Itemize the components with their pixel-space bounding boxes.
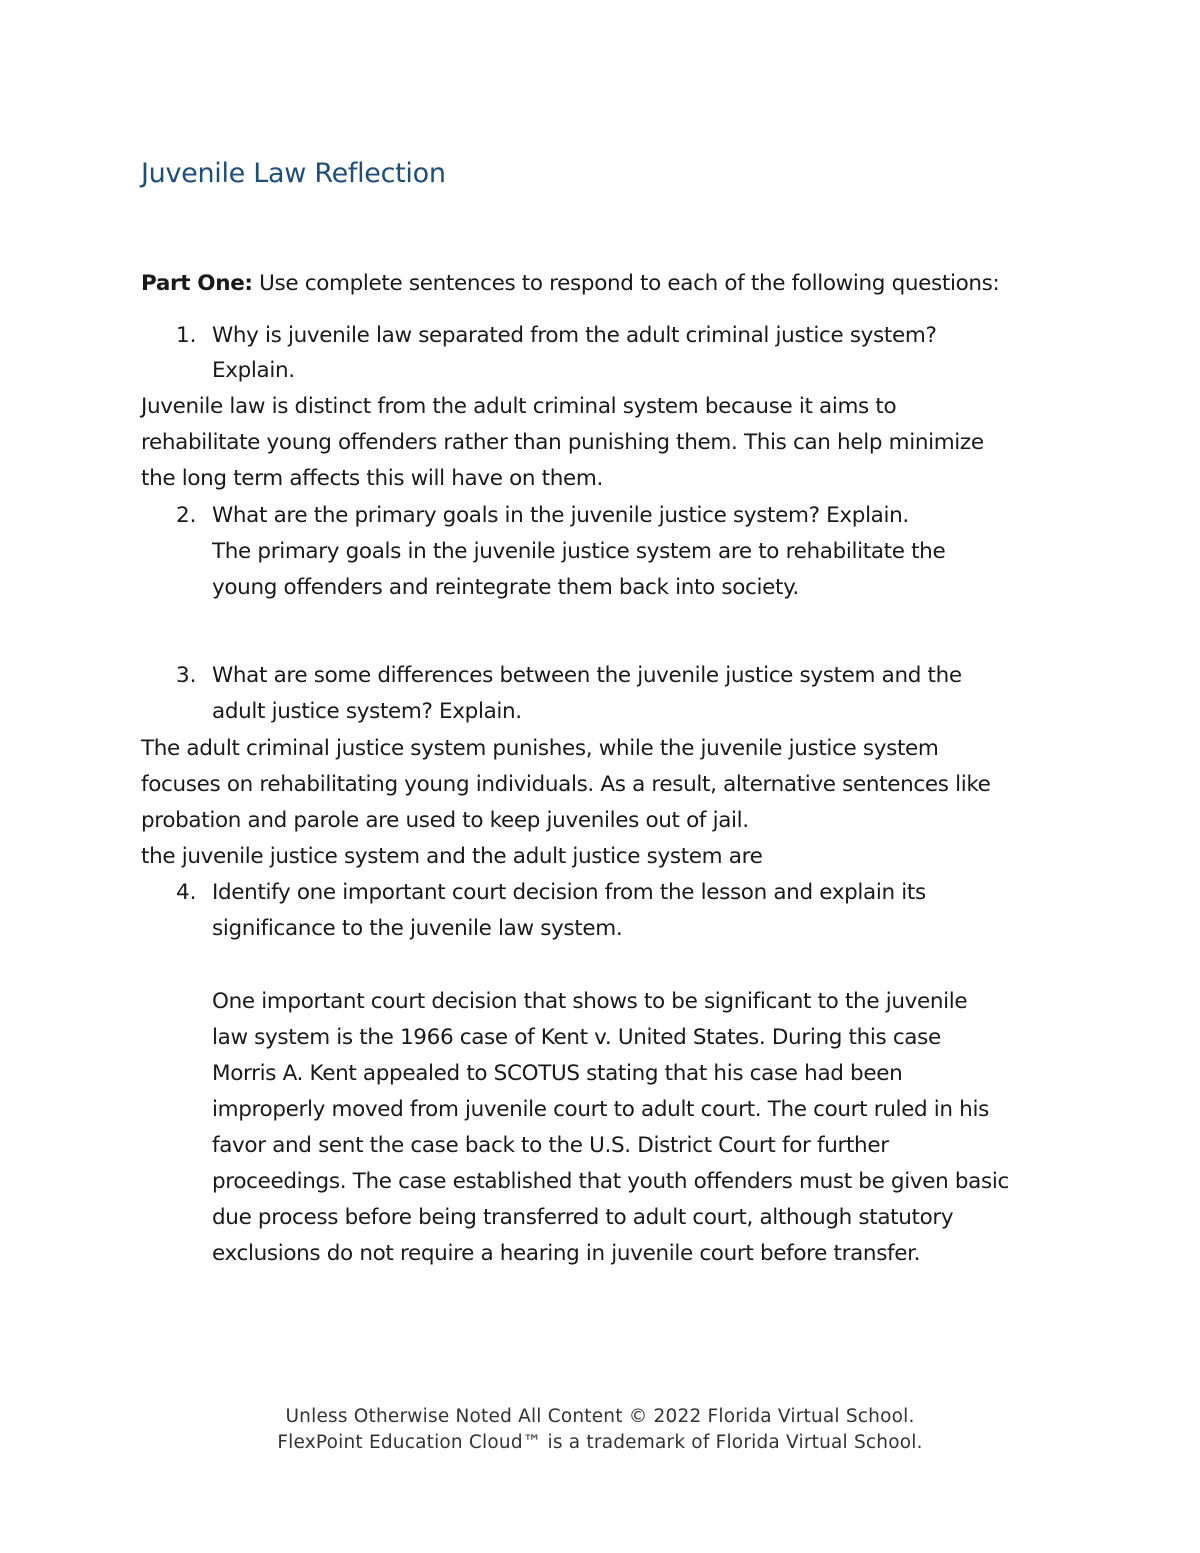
answer-line: probation and parole are used to keep juveniles out of jail. bbox=[141, 808, 749, 833]
answer-line: due process before being transferred to adult court, although statutory bbox=[212, 1205, 954, 1230]
question-text: Identify one important court decision from the lesson and explain its bbox=[212, 880, 926, 905]
answer-line: improperly moved from juvenile court to adult court. The court ruled in his bbox=[212, 1097, 989, 1122]
answer-line: Morris A. Kent appealed to SCOTUS stating that his case had been bbox=[212, 1061, 903, 1086]
question-number: 1. bbox=[176, 323, 197, 348]
question-number: 2. bbox=[176, 503, 197, 528]
question-text: adult justice system? Explain. bbox=[212, 699, 522, 724]
question-number: 3. bbox=[176, 663, 197, 688]
question-text: Explain. bbox=[212, 358, 295, 383]
answer-line: rehabilitate young offenders rather than punishing them. This can help minimize bbox=[141, 430, 984, 455]
answer-line: Juvenile law is distinct from the adult criminal system because it aims to bbox=[141, 394, 897, 419]
answer-line: exclusions do not require a hearing in juvenile court before transfer. bbox=[212, 1241, 921, 1266]
question-text: significance to the juvenile law system. bbox=[212, 916, 623, 941]
question-text: What are the primary goals in the juvenile justice system? Explain. bbox=[212, 503, 909, 528]
footer-copyright: Unless Otherwise Noted All Content © 2022 Florida Virtual School. bbox=[285, 1406, 915, 1427]
answer-line: the long term affects this will have on them. bbox=[141, 466, 603, 491]
answer-line: focuses on rehabilitating young individuals. As a result, alternative sentences like bbox=[141, 772, 991, 797]
part-one-text: Use complete sentences to respond to each of the following questions: bbox=[252, 271, 1000, 296]
part-one-instruction bbox=[141, 266, 999, 302]
footer-trademark: FlexPoint Education Cloud™ is a trademark of Florida Virtual School. bbox=[277, 1432, 923, 1453]
question-text: What are some differences between the juvenile justice system and the bbox=[212, 663, 962, 688]
question-number: 4. bbox=[176, 880, 197, 905]
answer-line: law system is the 1966 case of Kent v. United States. During this case bbox=[212, 1025, 941, 1050]
answer-line: the juvenile justice system and the adult justice system are bbox=[141, 844, 763, 869]
answer-line: young offenders and reintegrate them back into society. bbox=[212, 575, 799, 600]
document-title: Juvenile Law Reflection bbox=[141, 158, 446, 189]
part-one-label: Part One: bbox=[141, 271, 253, 296]
answer-line: The primary goals in the juvenile justice system are to rehabilitate the bbox=[212, 539, 946, 564]
answer-line: The adult criminal justice system punishes, while the juvenile justice system bbox=[141, 736, 939, 761]
answer-line: favor and sent the case back to the U.S. District Court for further bbox=[212, 1133, 889, 1158]
answer-line: One important court decision that shows to be significant to the juvenile bbox=[212, 989, 968, 1014]
answer-line: proceedings. The case established that youth offenders must be given basic bbox=[212, 1169, 1009, 1194]
question-text: Why is juvenile law separated from the adult criminal justice system? bbox=[212, 323, 937, 348]
